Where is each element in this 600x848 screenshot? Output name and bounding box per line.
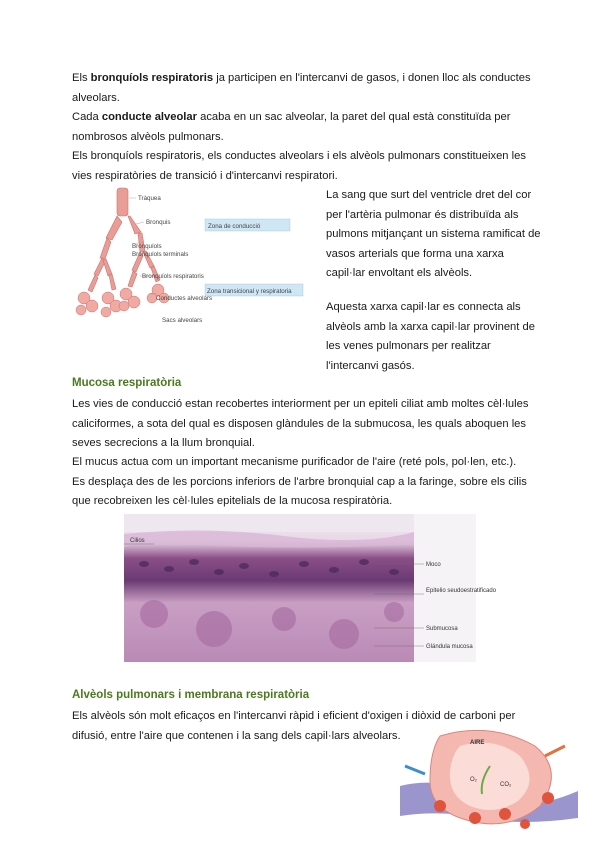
mucosa-heading: Mucosa respiratòria [72, 377, 182, 389]
label-respiratory-bronchioles: Bronquíols respiratoris [142, 273, 204, 280]
alveolus-gas-exchange-illustration [400, 726, 578, 838]
label-transition-zone: Zona transicional y respiratoria [207, 288, 292, 295]
alveoli-heading: Alvèols pulmonars i membrana respiratòria [72, 689, 310, 701]
alveoli-paragraph-1: Els alvèols són molt eficaços en l'intercanvi ràpid i eficient d'oxigen i diòxid de carboni per difusió, entre l'aire que contenen i la sang dels capil·lars alveolars. [72, 710, 516, 742]
label-epithelium: Epitelio seudoestratificado [426, 588, 497, 594]
label-alveolar-ducts: Conductes alveolars [156, 295, 213, 302]
side-paragraph-1: La sang que surt del ventricle dret del cor per l'artèria pulmonar és distribuïda als pulmons mitjançant un sistema ramificat de vasos arterials que forma una xarxa capil·lar envoltant els alvèols. [326, 189, 541, 279]
label-bronchi: Bronquis [146, 219, 171, 226]
label-o2: O₂ [470, 777, 477, 783]
intro-paragraph-1: Els bronquíols respiratoris ja participen en l'intercanvi de gasos, i donen lloc als conductes alveolars. [72, 72, 531, 104]
label-mucus: Moco [426, 562, 441, 568]
label-mucous-gland: Glándula mucosa [426, 644, 473, 650]
airway-tree-illustration [72, 186, 322, 336]
alveolus-figure [400, 726, 578, 838]
intro-paragraph-2: Cada conducte alveolar acaba en un sac alveolar, la paret del qual està constituïda per nombrosos alvèols pulmonars. [72, 111, 511, 143]
mucosa-histology-image [124, 514, 497, 662]
label-submucosa: Submucosa [426, 626, 458, 632]
label-alveolar-sacs: Sacs alveolars [162, 317, 203, 324]
side-paragraph-2: Aquesta xarxa capil·lar es connecta als alvèols amb la xarxa capil·lar provinent de les venes pulmonars per realitzar l'intercanvi gasós. [326, 301, 535, 372]
label-trachea: Tràquea [138, 195, 161, 202]
label-bronchioles: Bronquíols [132, 243, 162, 250]
label-terminal-bronchioles: Bronquíols terminals [132, 251, 189, 258]
mucosa-paragraph-1: Les vies de conducció estan recobertes interiorment per un epiteli ciliat amb moltes cèl·lules caliciformes, a sota del qual es disposen glàndules de la submucosa, les quals aboquen les seves secrecions a la llum bronquial. [72, 398, 529, 449]
histology-figure [124, 514, 497, 662]
mucosa-paragraph-2: El mucus actua com un important mecanisme purificador de l'aire (reté pols, pol·len, etc.). Es desplaça des de les porcions inferiors de l'arbre bronquial cap a la faringe, sobre els cilis que recobreixen les cèl·lules epitelials de la mucosa respiratòria. [72, 456, 527, 507]
intro-paragraph-3: Els bronquíols respiratoris, els conductes alveolars i els alvèols pulmonars constitueixen les vies respiratòries de transició i d'intercanvi respiratori. [72, 150, 526, 182]
label-air: AIRE [470, 740, 485, 746]
label-co2: CO₂ [500, 782, 512, 788]
airway-tree-figure [72, 186, 322, 336]
label-cilia: Cilios [130, 538, 145, 544]
label-conduction-zone: Zona de conducció [208, 223, 261, 230]
